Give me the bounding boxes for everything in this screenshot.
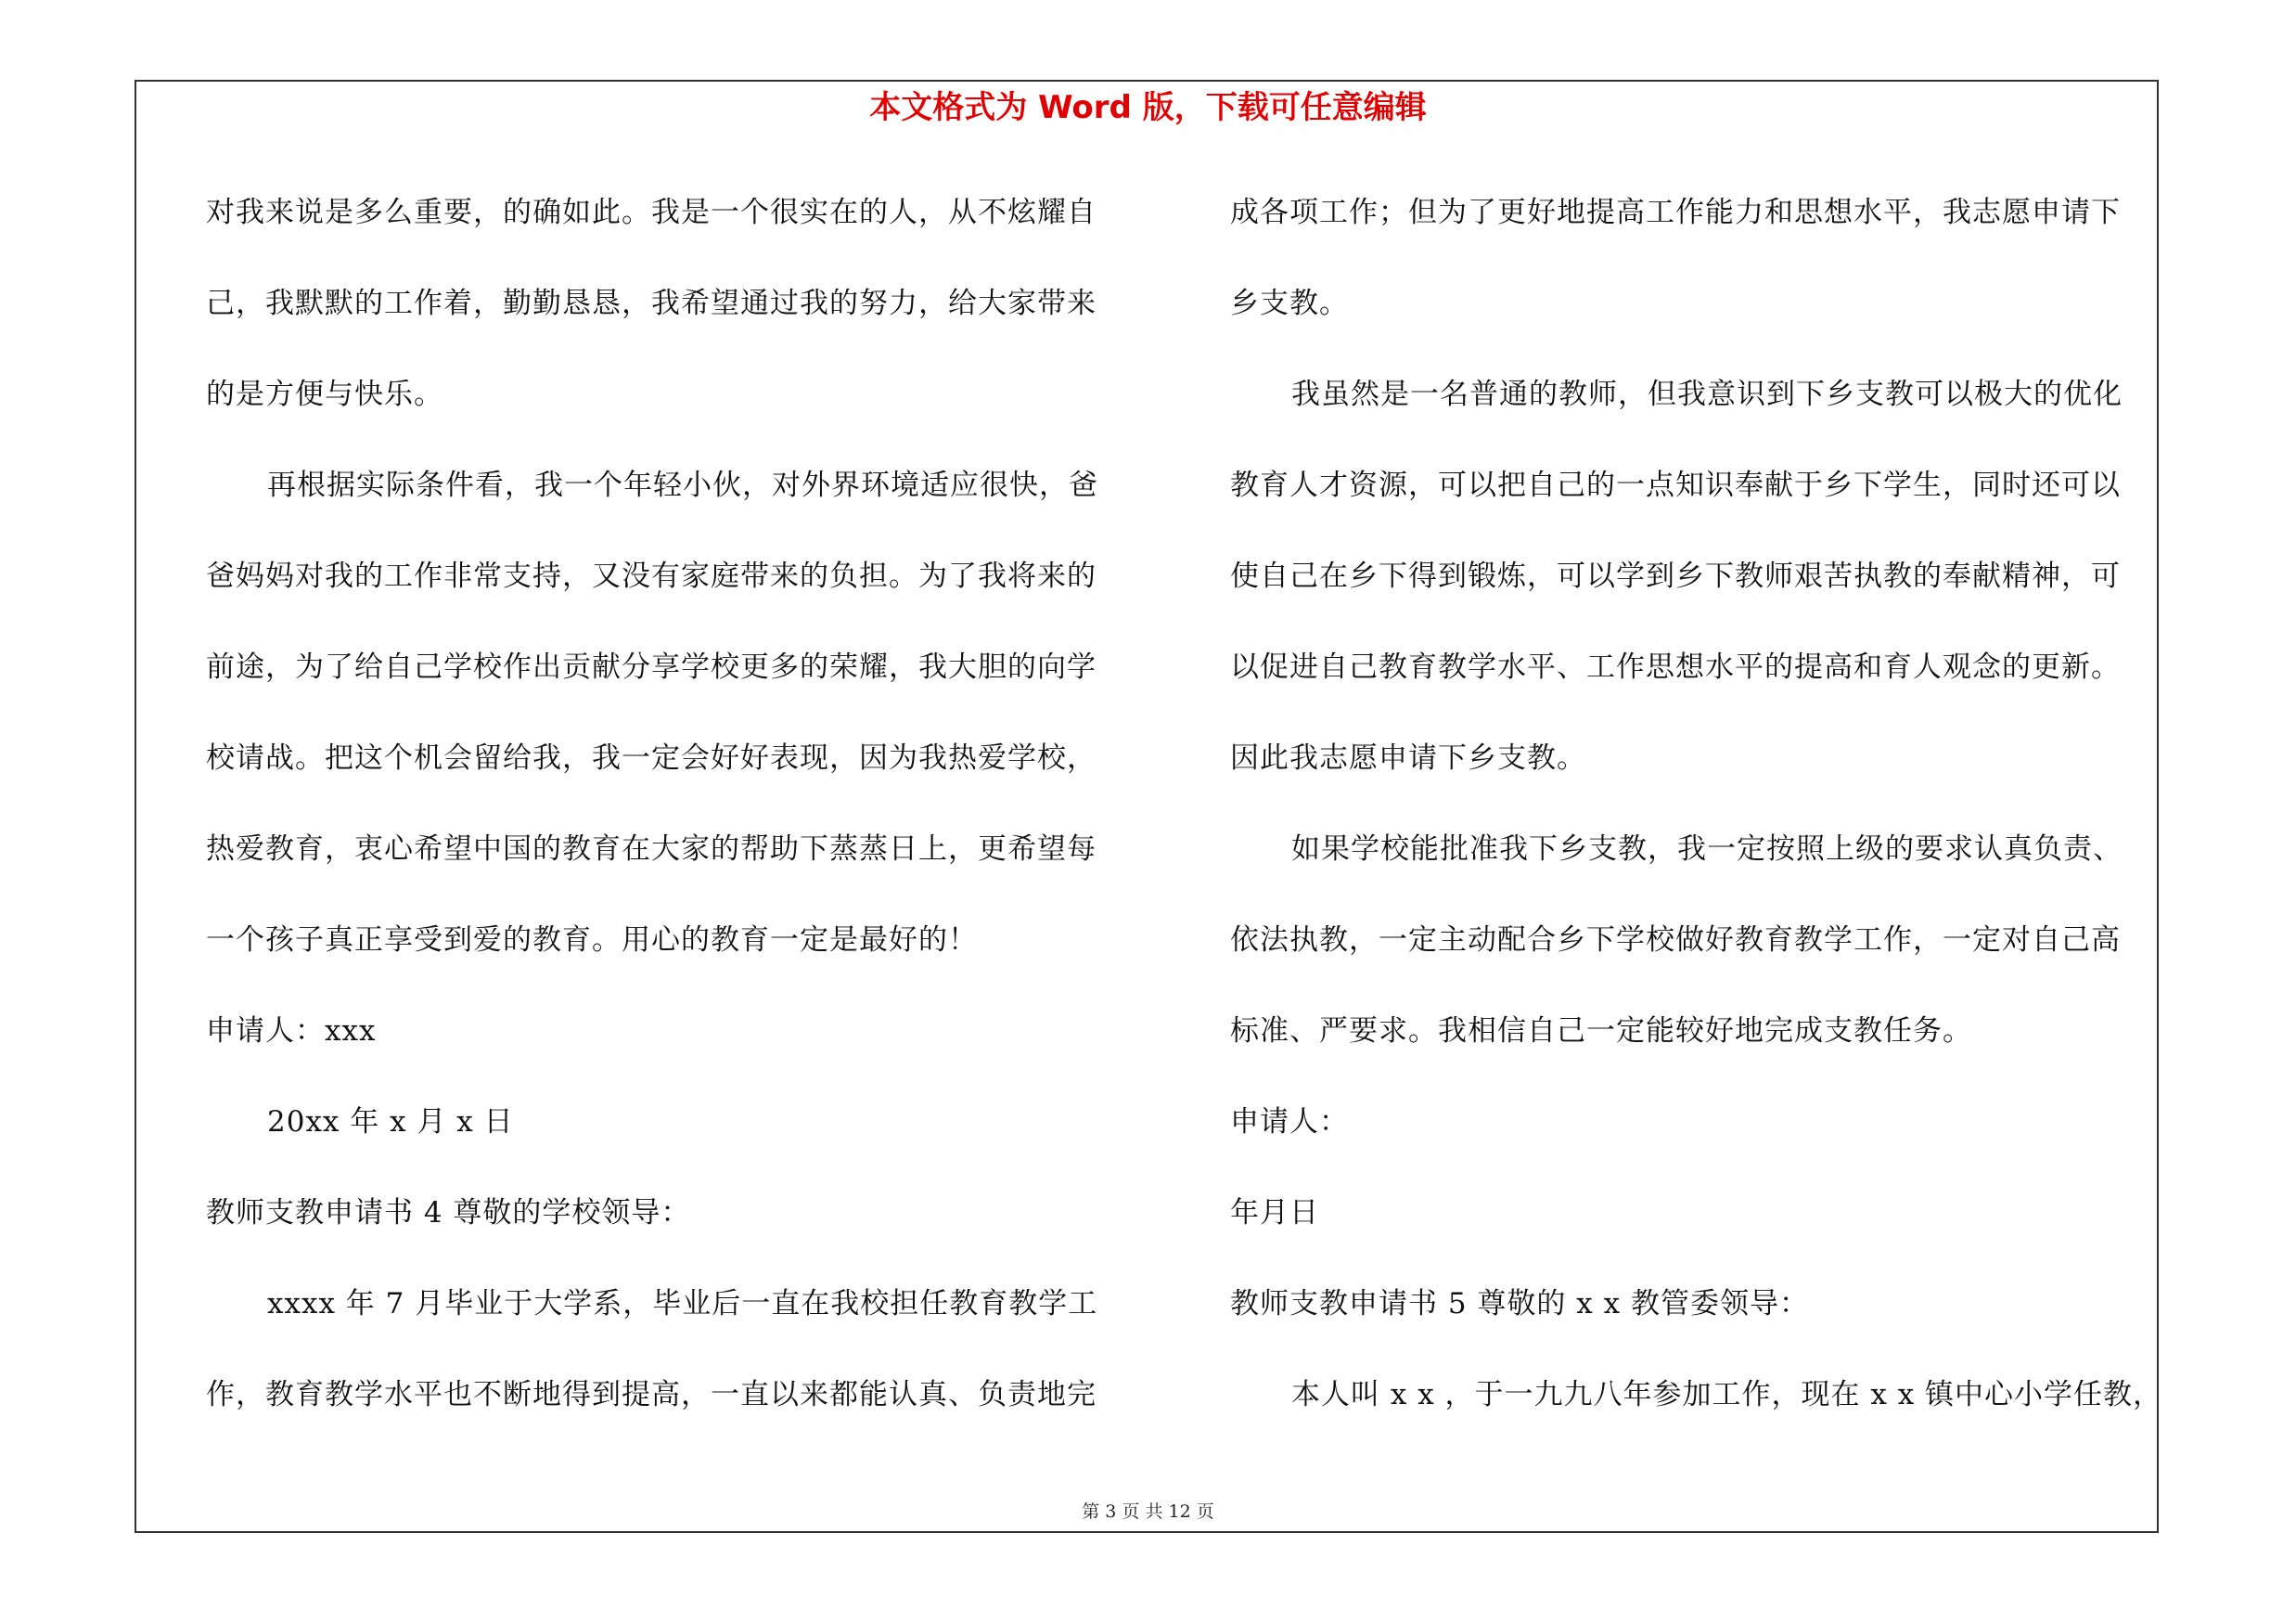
text-line: 依法执教，一定主动配合乡下学校做好教育教学工作，一定对自己高 [1230,923,2121,957]
text-line: 我虽然是一名普通的教师，但我意识到下乡支教可以极大的优化 [1291,378,2123,411]
text-line: 一个孩子真正享受到爱的教育。用心的教育一定是最好的！ [206,923,978,957]
text-line: 本人叫 x x ，于一九九八年参加工作，现在 x x 镇中心小学任教， [1291,1378,2163,1411]
page-number-footer: 第 3 页 共 12 页 [1082,1501,1214,1522]
text-line: 标准、严要求。我相信自己一定能较好地完成支教任务。 [1230,1014,1972,1048]
right-column [1230,186,2176,1459]
text-line: 热爱教育，衷心希望中国的教育在大家的帮助下蒸蒸日上，更希望每 [206,832,1097,866]
text-line: 校请战。把这个机会留给我，我一定会好好表现，因为我热爱学校， [206,741,1097,775]
text-line: 成各项工作；但为了更好地提高工作能力和思想水平，我志愿申请下 [1230,196,2121,229]
text-line: 己，我默默的工作着，勤勤恳恳，我希望通过我的努力，给大家带来 [206,287,1097,320]
text-line: 的是方便与快乐。 [206,378,443,411]
text-line: 教师支教申请书 5 尊敬的 x x 教管委领导： [1230,1287,1809,1320]
format-banner: 本文格式为 Word 版，下载可任意编辑 [869,89,1427,126]
text-line: 20xx 年 x 月 x 日 [267,1105,514,1139]
text-line: 爸妈妈对我的工作非常支持，又没有家庭带来的负担。为了我将来的 [206,560,1097,593]
text-line: 前途，为了给自己学校作出贡献分享学校更多的荣耀，我大胆的向学 [206,650,1097,684]
text-line: 因此我志愿申请下乡支教。 [1230,741,1586,775]
text-line: xxxx 年 7 月毕业于大学系，毕业后一直在我校担任教育教学工 [267,1287,1098,1320]
text-line: 教育人才资源，可以把自己的一点知识奉献于乡下学生，同时还可以 [1230,469,2121,502]
text-line: 申请人： [1230,1105,1349,1139]
left-column [206,186,1143,1459]
text-line: 使自己在乡下得到锻炼，可以学到乡下教师艰苦执教的奉献精神，可 [1230,560,2121,593]
text-line: 再根据实际条件看，我一个年轻小伙，对外界环境适应很快，爸 [267,469,1098,502]
text-line: 申请人：xxx [206,1014,377,1048]
text-line: 乡支教。 [1230,287,1349,320]
text-line: 对我来说是多么重要，的确如此。我是一个很实在的人，从不炫耀自 [206,196,1097,229]
text-line: 年月日 [1230,1196,1319,1230]
text-line: 教师支教申请书 4 尊敬的学校领导： [206,1196,691,1230]
text-line: 如果学校能批准我下乡支教，我一定按照上级的要求认真负责、 [1291,832,2123,866]
text-line: 以促进自己教育教学水平、工作思想水平的提高和育人观念的更新。 [1230,650,2121,684]
text-line: 作，教育教学水平也不断地得到提高，一直以来都能认真、负责地完 [206,1378,1097,1411]
